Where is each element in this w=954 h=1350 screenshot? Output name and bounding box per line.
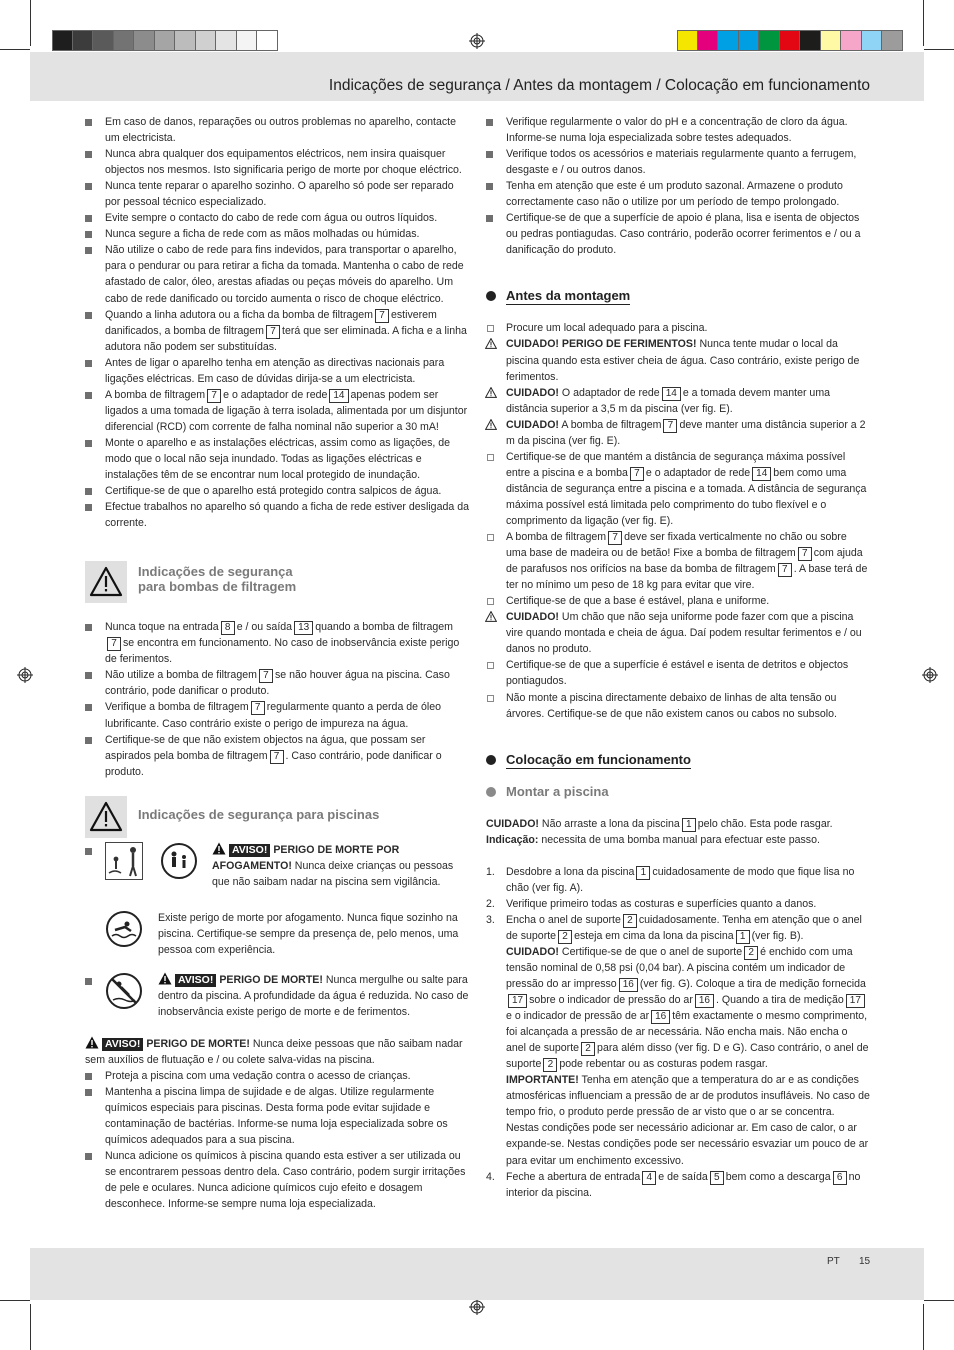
montar-caution: CUIDADO! Não arraste a lona da piscina 1 pelo chão. Esta pode rasgar. [486,817,833,830]
warning-icon [485,387,497,398]
color-swatch [134,30,155,51]
aviso-badge: AVISO! [175,974,216,987]
list-item: Quando a linha adutora ou a ficha da bomba de filtragem 7 estiverem danificados, a bomba de filtragem 7 terá que ser eliminada. A ficha e a linha adutora não podem ser substituídas. [85,307,469,355]
warning-icon [485,419,497,430]
color-swatch [257,30,278,51]
list-item: Nunca segure a ficha de rede com as mãos molhadas ou húmidas. [85,226,469,242]
crop-mark [924,49,954,50]
diving-warning: AVISO! PERIGO DE MORTE! Nunca mergulhe ou salte para dentro da piscina. A profundidade da água é reduzida. No caso de inobservância existe perigo de morte e de ferimentos. [85,972,469,1036]
crop-mark [923,0,924,46]
colocacao-heading: Colocação em funcionamento [486,752,870,768]
warning-icon [85,1036,99,1049]
list-item: Nunca abra qualquer dos equipamentos eléctricos, nem insira quaisquer objectos nos mesmos. Isto significaria perigo de morte por choque eléctrico. [85,146,469,178]
list-item: A bomba de filtragem 7 e o adaptador de rede 14 apenas podem ser ligados a uma tomada de ligação à terra isolada, alimentada por um disjuntor diferencial (RCD) com corrente de falha nominal não superior a 30 mA! [85,387,469,435]
footer-band [30,1248,924,1300]
crop-mark [923,1304,924,1350]
non-swimmer-warning: AVISO! PERIGO DE MORTE! Nunca deixe pessoas que não saibam nadar sem auxílios de flutuação e / ou colete salva-vidas na piscina. [85,1037,463,1066]
color-swatch [93,30,114,51]
color-swatch [882,30,903,51]
drowning-warning: AVISO! PERIGO DE MORTE POR AFOGAMENTO! Nunca deixe crianças ou pessoas que não saibam nadar na piscina sem vigilância. [85,842,469,922]
color-swatch [821,30,842,51]
crop-mark [30,1304,31,1350]
list-item: Verifique todos os acessórios e materiais regularmente quanto a ferrugem, desgaste e / ou outros danos. [486,146,870,178]
color-swatch [800,30,821,51]
color-swatch [216,30,237,51]
color-swatch [841,30,862,51]
list-item: Nunca tente reparar o aparelho sozinho. O aparelho só pode ser reparado por pessoal técnico especializado. [85,178,469,210]
list-item: Certifique-se de que o aparelho está protegido contra salpicos de água. [85,483,469,499]
aviso-badge: AVISO! [229,844,270,857]
warning-triangle-icon [85,561,127,603]
list-item: A bomba de filtragem 7 deve ser fixada verticalmente no chão ou sobre uma base de madeira ou de betão! Fixe a bomba de filtragem 7 com ajuda de parafusos nos orifícios na base da bomba de filtragem 7 . A base terá de ter no mínimo um peso de 18 kg para evitar que vire. [486,529,870,593]
drowning-warning-continued: Existe perigo de morte por afogamento. Nunca fique sozinho na piscina. Certifique-se sempre da presença de, pelo menos, uma pessoa com experiência. [85,922,469,972]
step-item: 1. Desdobre a lona da piscina 1 cuidadosamente de modo que fique lisa no chão (ver fig. A). [486,865,855,894]
registration-mark-icon [922,667,938,683]
list-item: Proteja a piscina com uma vedação contra o acesso de crianças. [85,1068,469,1084]
list-item: CUIDADO! O adaptador de rede 14 e a tomada devem manter uma distância superior a 3,5 m da piscina (ver fig. E). [486,385,870,417]
color-swatch [175,30,196,51]
step-caution: CUIDADO! Certifique-se de que o anel de suporte 2 é enchido com uma tensão nominal de 0,58 psi (0,04 bar). A piscina contém um indicador de pressão do ar impresso 16 (ver fig. G). Coloque a tira de medição fornecida17 sobre o indicador de pressão do ar 16 . Quando a tira de medição 17e o indicador de pressão de ar 16 têm exactamente o mesmo comprimento, foi alcançada a pressão de ar necessária. Não encha mais. Não encha o anel de suporte 2 para além disso (ver fig. D e G). Caso contrário, o anel de suporte 2 pode rebentar ou as costuras podem rasgar. [506,945,869,1071]
warning-triangle-icon [85,796,127,838]
list-item: Certifique-se de que a base é estável, plana e uniforme. [486,593,870,609]
no-unsupervised-child-icon [105,842,143,880]
page-number: 15 [859,1256,871,1267]
crop-mark [924,1300,954,1301]
step-item: 4. Feche a abertura de entrada 4 e de saída 5 bem como a descarga 6 no interior da piscina. [486,1170,861,1199]
step-item: 3. Encha o anel de suporte 2 cuidadosamente. Tenha em atenção que o anel de suporte 2 esteja em cima da lona da piscina 1 (ver fig. B). [486,913,862,942]
aviso-badge: AVISO! [102,1038,143,1051]
list-item: Não utilize a bomba de filtragem 7 se não houver água na piscina. Caso contrário, pode danificar o produto. [85,667,469,699]
list-item: Efectue trabalhos no aparelho só quando a ficha de rede estiver desligada da corrente. [85,499,469,531]
registration-mark-icon [469,33,485,49]
color-swatch [862,30,883,51]
color-swatch [677,30,698,51]
warning-icon [485,611,497,622]
language-code: PT [827,1256,840,1267]
antes-heading: Antes da montagem [486,288,870,304]
list-item: Certifique-se de que não existem objectos na água, que possam ser aspirados pela bomba de filtragem 7 . Caso contrário, pode danificar o produto. [85,732,469,780]
color-swatch [698,30,719,51]
list-item: Nunca toque na entrada 8 e / ou saída 13 quando a bomba de filtragem7 se encontra em funcionamento. No caso de inobservância existe perigo de ferimentos. [85,619,469,667]
list-item: CUIDADO! A bomba de filtragem 7 deve manter uma distância superior a 2 m da piscina (ver fig. E). [486,417,870,449]
color-swatch [155,30,176,51]
color-swatch [759,30,780,51]
adult-supervision-icon [160,842,198,880]
list-item: Verifique a bomba de filtragem 7 regularmente quanto a perda de óleo lubrificante. Caso contrário existe o perigo de impureza na água. [85,699,469,731]
step-important: IMPORTANTE! Tenha em atenção que a temperatura do ar e as condições atmosféricas influenciam a pressão de ar de produtos insufláveis. No caso de tempo frio, o produto perde pressão de ar visto que o ar se concentra. Nestas condições pode ser necessário adicionar ar. Em caso de calor, o ar expande-se. Nestas condições pode ser necessário esvaziar um pouco de ar para evitar um enchimento excessivo. [506,1074,870,1167]
color-swatch [52,30,73,51]
list-item: Não utilize o cabo de rede para fins indevidos, para transportar o aparelho, para o pendurar ou para retirar a ficha da tomada. Mantenha o cabo de rede afastado de calor, óleo, arestas afiadas ou peças móveis do aparelho. Um cabo de rede danificado ou torcido aumenta o risco de choque eléctrico. [85,242,469,306]
step-item: 2. Verifique primeiro todas as costuras e superfícies quanto a danos. [486,897,817,910]
list-item: Mantenha a piscina limpa de sujidade e de algas. Utilize regularmente químicos especiais para piscinas. Desta forma pode evitar sujidade e contaminação de bactérias. Informe-se numa loja especializada sobre os químicos adequados para a sua piscina. [85,1084,469,1148]
crop-mark [0,49,30,50]
list-item: Tenha em atenção que este é um produto sazonal. Armazene o produto correctamente caso não o utilize por um período de tempo prolongado. [486,178,870,210]
right-column [486,114,870,1201]
list-item: Certifique-se de que a superfície é estável e isenta de detritos e objectos pontiagudos. [486,657,870,689]
registration-mark-icon [17,667,33,683]
list-item: Antes de ligar o aparelho tenha em atenção as directivas nacionais para ligações eléctricas. Em caso de dúvidas dirija-se a um electricista. [85,355,469,387]
list-item: Evite sempre o contacto do cabo de rede com água ou outros líquidos. [85,210,469,226]
color-swatch [739,30,760,51]
pump-safety-heading: Indicações de segurança para bombas de filtragem [85,561,469,603]
list-item: Não monte a piscina directamente debaixo de linhas de alta tensão ou árvores. Certifique-se de que não existem canos ou cabos no subsolo. [486,690,870,722]
list-item: CUIDADO! PERIGO DE FERIMENTOS! Nunca tente mudar o local da piscina quando esta estiver cheia de água. Caso contrário, existe perigo de ferimentos. [486,336,870,384]
list-item: Nunca adicione os químicos à piscina quando esta estiver a ser utilizada ou se encontrarem pessoas dentro dela. Caso contrário, podem surgir irritações de pele e oculares. Nunca adicione químicos cujo efeito e dosagem desconhece. Informe-se sempre numa loja especializada. [85,1148,469,1212]
warning-icon [158,972,172,985]
color-swatch [780,30,801,51]
process-color-bar [677,30,903,51]
warning-icon [212,842,226,855]
crop-mark [30,0,31,46]
crop-mark [0,1300,30,1301]
grayscale-color-bar [52,30,278,51]
montar-note: Indicação: necessita de uma bomba manual para efectuar este passo. [486,833,820,846]
registration-mark-icon [469,1299,485,1315]
pool-safety-heading: Indicações de segurança para piscinas [85,796,469,834]
color-swatch [718,30,739,51]
list-item: CUIDADO! Um chão que não seja uniforme pode fazer com que a piscina vire quando montada e cheia de água. Daí podem resultar ferimentos e / ou danos no produto. [486,609,870,657]
list-item: Monte o aparelho e as instalações eléctricas, assim como as ligações, de modo que o local não seja inundado. Todas as ligações eléctricas e instalações têm de se encontrar num local protegido de inundação. [85,435,469,483]
color-swatch [196,30,217,51]
no-diving-icon [105,972,143,1010]
color-swatch [73,30,94,51]
color-swatch [114,30,135,51]
list-item: Procure um local adequado para a piscina. [486,320,870,336]
list-item: Certifique-se de que a superfície de apoio é plana, lisa e isenta de objectos ou pedras pontiagudas. Caso contrário, poderão ocorrer ferimentos e / ou a danificação do produto. [486,210,870,258]
list-item: Verifique regularmente o valor do pH e a concentração de cloro da água. Informe-se numa loja especializada sobre testes adequados. [486,114,870,146]
warning-icon [485,338,497,349]
left-column [85,114,469,1212]
page-title: Indicações de segurança / Antes da montagem / Colocação em funcionamento [328,77,870,94]
list-item: Certifique-se de que mantém a distância de segurança máxima possível entre a piscina e a bomba 7 e o adaptador de rede 14 bem como uma distância de segurança entre a piscina e a tomada. A distância de segurança máxima possível está limitada pelo comprimento do tubo flexível e o comprimento da ligação (ver fig. E). [486,449,870,529]
lifeguard-swimmer-icon [105,910,143,948]
list-item: Em caso de danos, reparações ou outros problemas no aparelho, contacte um electricista. [85,114,469,146]
color-swatch [237,30,258,51]
montar-heading: Montar a piscina [486,784,870,800]
